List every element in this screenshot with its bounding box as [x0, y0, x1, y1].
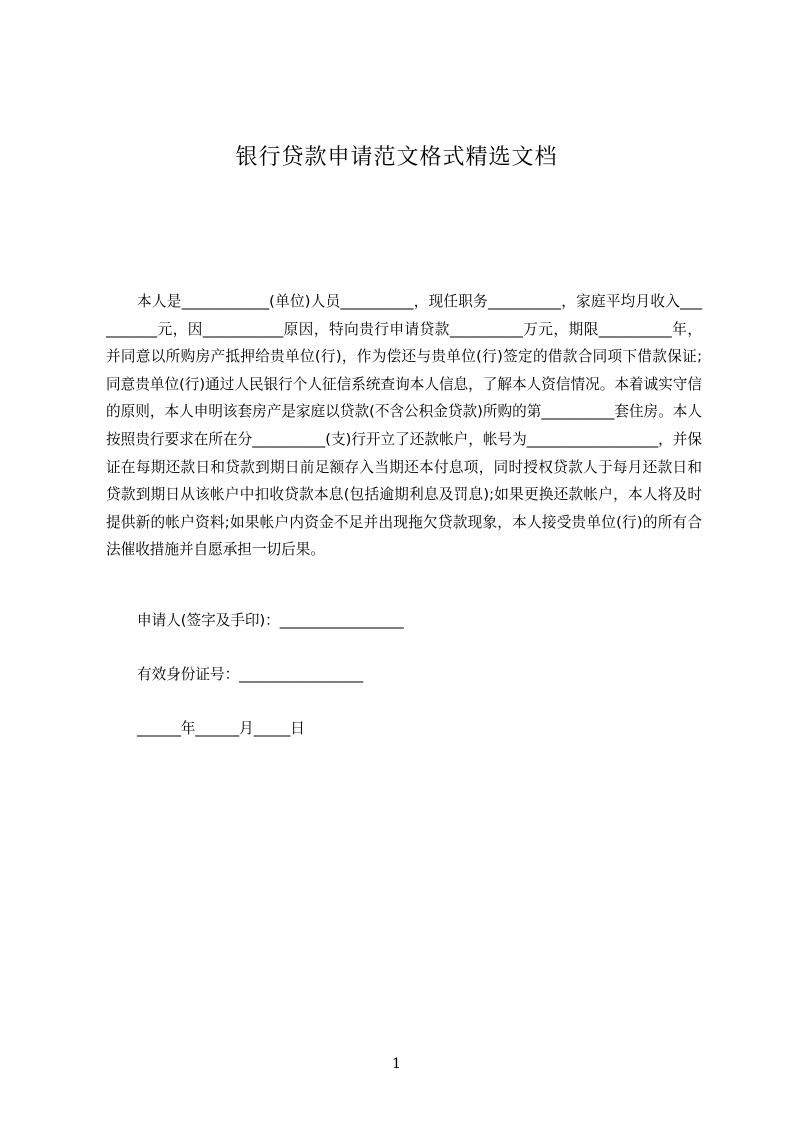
- application-body-paragraph: 本人是____________(单位)人员__________，现任职务__________，家庭平均月收入__________元，因___________原因，特向贵行申请贷款__________万元，期限__________年，并同意以所购房产抵押给贵单位(行)，作为偿还与贵单位(行)签定的借款合同项下借款保证;同意贵单位(行)通过人民银行个人征信系统查询本人信息，了解本人资信情况。本着诚实守信的原则，本人申明该套房产是家庭以贷款(不含公积金贷款)所购的第__________套住房。本人按照贵行要求在所在分__________(支)行开立了还款帐户，帐号为__________________，并保证在每期还款日和贷款到期日前足额存入当期还本付息项，同时授权贷款人于每月还款日和贷款到期日从该帐户中扣收贷款本息(包括逾期利息及罚息);如果更换还款帐户，本人将及时提供新的帐户资料;如果帐户内资金不足并出现拖欠贷款现象，本人接受贵单位(行)的所有合法催收措施并自愿承担一切后果。: [106, 293, 702, 559]
- document-title: 银行贷款申请范文格式精选文档: [235, 145, 558, 170]
- id-number-line: 有效身份证号：_________________: [137, 666, 364, 683]
- applicant-signature-line: 申请人(签字及手印)：_________________: [137, 612, 404, 629]
- page-number: 1: [392, 1056, 401, 1072]
- date-line: ______年______月_____日: [137, 720, 305, 737]
